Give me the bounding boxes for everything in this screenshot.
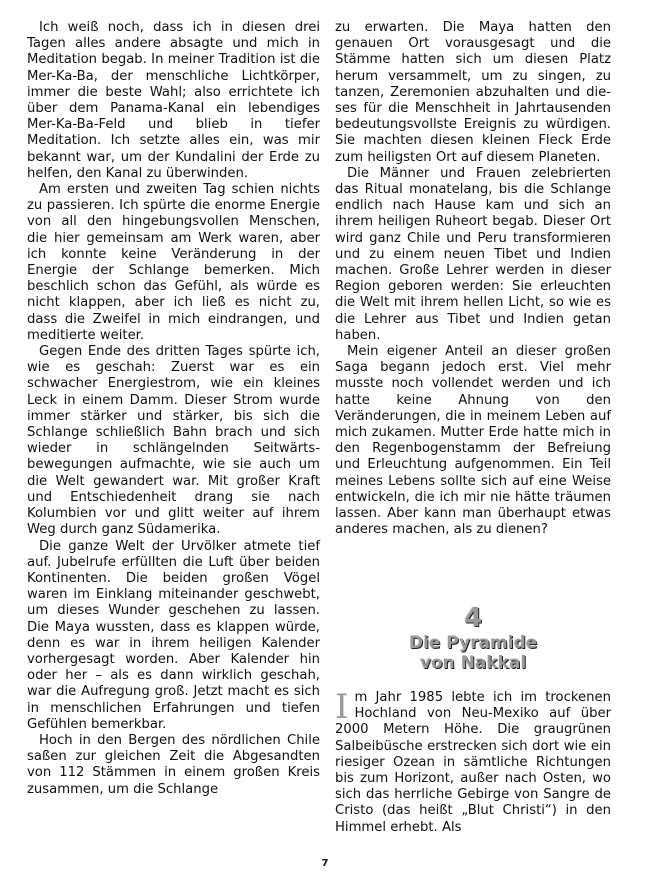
paragraph: Gegen Ende des dritten Tages spürte ich, wie es geschah: Zuerst war es ein schwacher Energiestrom, wie ein kleines Leck in einem Damm. Dieser Strom wurde immer stärker und stärker, bis sich die Schlange schließlich Bahn brach und sich wieder in schlängelnden Seitwärtsbewegungen aufmachte, wie sie auch um die Welt gewandert war. Mit großer Kraft und Entschiedenheit drang sie nach Kolumbien vor und glitt weiter auf ihrem Weg durch ganz Südamerika.: [27, 344, 320, 538]
paragraph: Die Männer und Frauen zelebrierten das Ritual monatelang, bis die Schlange endlich nach Hause kam und sich an ihrem heiligen Ruheort begab. Dieser Ort wird ganz Chile und Peru transformieren und zu einem neuen Tibet und Indien machen. Große Lehrer werden in dieser Region geboren werden: Sie erleuchten die Welt mit ihrem hellen Licht, so wie es die Lehrer aus Tibet und Indien getan haben.: [335, 165, 611, 343]
paragraph: Die ganze Welt der Urvölker atmete tief auf. Jubelrufe erfüllten die Luft über beiden Kontinenten. Die beiden großen Vögel waren im Einklang miteinander geschwebt, um dieses Wunder geschehen zu lassen. Die Maya wussten, dass es klappen würde, denn es war in ihrem heiligen Kalender vorhergesagt worden. Aber Kalender hin oder her – als es dann wirklich geschah, war die Aufregung groß. Jetzt macht es sich in menschlichen Erfahrungen und tiefen Gefühlen bemerkbar.: [27, 538, 320, 732]
chapter-opening-paragraph: [335, 687, 611, 836]
paragraph: Am ersten und zweiten Tag schien nichts zu passieren. Ich spürte die enorme Energie von all den hingebungsvollen Menschen, die hier gemeinsam am Werk waren, aber ich konnte keine Veränderung in der Energie der Schlange bemerken. Mich beschlich schon das Gefühl, als würde es nicht klappen, aber ich ließ es nicht zu, dass die Zweifel in mich eindrangen, und meditierte weiter.: [27, 182, 320, 343]
paragraph: Hoch in den Bergen des nördlichen Chile saßen zur gleichen Zeit die Abgesandten von 112 Stämmen in einem großen Kreis zusammen, um die Schlange: [27, 732, 320, 797]
chapter-number: 4: [463, 603, 483, 633]
paragraph: zu erwarten. Die Maya hatten den genauen Ort vorausgesagt und die Stämme hatten sich um diesen Platz herum versammelt, um zu singen, zu tanzen, Zeremonien abzuhalten und dieses für die Menschheit in Jahrtausenden bedeutungsvollste Ereignis zu würdigen. Sie machten diesen kleinen Fleck Erde zum heiligsten Ort auf diesem Planeten.: [335, 20, 611, 165]
right-text-column: [335, 20, 611, 539]
paragraph: Ich weiß noch, dass ich in diesen drei Tagen alles andere absagte und mich in Meditation begab. In meiner Tradition ist die Mer-Ka-Ba, der menschliche Lichtkörper, immer die beste Wahl; also errichtete ich über dem Panama-Kanal ein lebendiges Mer-Ka-Ba-Feld und blieb in tiefer Meditation. Ich setzte alles ein, was mir bekannt war, um der Kundalini der Erde zu helfen, den Kanal zu überwinden.: [27, 20, 320, 181]
page-number: 7: [321, 858, 329, 869]
chapter-opening-body: m Jahr 1985 lebte ich im trockenen Hochland von Neu-Mexiko auf über 2000 Metern Höhe. Die graugrünen Salbeibüsche erstrecken sich dort wie ein riesiger Ozean in sämtliche Richtungen bis zum Horizont, außer nach Osten, wo sich das herrliche Gebirge von Sangre de Cristo (das heißt „Blut Christi“) in den Himmel erhebt. Als: [335, 690, 611, 835]
chapter-opening-text: [335, 687, 611, 836]
chapter-title-line-1: Die Pyramide: [408, 633, 538, 653]
chapter-title-line-2: von Nakkal: [419, 653, 527, 673]
chapter-heading: [335, 603, 611, 673]
drop-cap: I: [335, 687, 349, 727]
paragraph: Mein eigener Anteil an dieser großen Saga begann jedoch erst. Viel mehr musste noch vollendet werden und ich hatte keine Ahnung von den Veränderungen, die in meinem Leben auf mich zukamen. Mutter Erde hatte mich in den Regenbogenstamm der Befreiung und Erleuchtung aufgenommen. Ein Teil meines Lebens sollte sich auf eine Weise entwickeln, die ich mir nie hätte träumen lassen. Aber kann man überhaupt etwas anderes machen, als zu dienen?: [335, 344, 611, 538]
left-text-column: [27, 20, 320, 798]
